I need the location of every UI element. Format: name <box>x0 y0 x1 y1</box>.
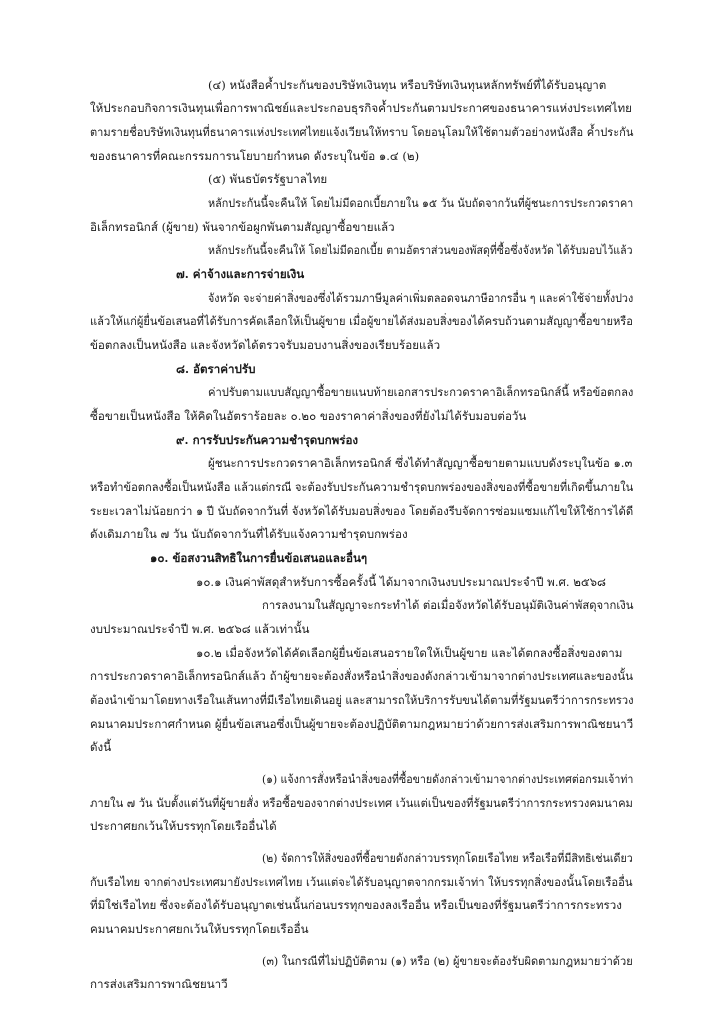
body-line: ข้อตกลงเป็นหนังสือ และจังหวัดได้ตรวจรับมอบงานสิ่งของเรียบร้อยแล้ว <box>90 338 441 352</box>
section-7-heading: ๗. ค่าจ้างและการจ่ายเงิน <box>176 267 305 281</box>
body-line: ต้องนำเข้ามาโดยทางเรือในเส้นทางที่มีเรือไทยเดินอยู่ และสามารถให้บริการรับขนได้ตามที่รัฐมนตรีว่าการกระทรวง <box>90 693 634 707</box>
body-line: การลงนามในสัญญาจะกระทำได้ ต่อเมื่อจังหวัดได้รับอนุมัติเงินค่าพัสดุจากเงิน <box>262 598 634 612</box>
sub-item-3: (๓) ในกรณีที่ไม่ปฏิบัติตาม (๑) หรือ (๒) ผู้ขายจะต้องรับผิดตามกฎหมายว่าด้วย <box>262 954 633 968</box>
clause-10-2: ๑๐.๒ เมื่อจังหวัดได้คัดเลือกผู้ยื่นข้อเสนอรายใดให้เป็นผู้ขาย และได้ตกลงซื้อสิ่งของตาม <box>196 646 623 660</box>
body-line: ผู้ชนะการประกวดราคาอิเล็กทรอนิกส์ ซึ่งได้ทำสัญญาซื้อขายตามแบบดังระบุในข้อ ๑.๓ <box>208 456 633 470</box>
body-line: ภายใน ๗ วัน นับตั้งแต่วันที่ผู้ขายสั่ง หรือซื้อของจากต่างประเทศ เว้นแต่เป็นของที่รัฐมนตรีว่าการกระทรวงคมนาคม <box>90 796 633 810</box>
sub-item-1: (๑) แจ้งการสั่งหรือนำสิ่งของที่ซื้อขายดังกล่าวเข้ามาจากต่างประเทศต่อกรมเจ้าท่า <box>262 772 634 786</box>
body-line: หลักประกันนี้จะคืนให้ โดยไม่มีดอกเบี้ยภายใน ๑๕ วัน นับถัดจากวันที่ผู้ชนะการประกวดราคา <box>208 196 634 210</box>
clause-4-guarantee-heading: (๔) หนังสือค้ำประกันของบริษัทเงินทุน หรือบริษัทเงินทุนหลักทรัพย์ที่ได้รับอนุญาต <box>208 78 607 92</box>
body-line: ประกาศยกเว้นให้บรรทุกโดยเรืออื่นได้ <box>90 819 277 833</box>
body-line: คมนาคมประกาศยกเว้นให้บรรทุกโดยเรืออื่น <box>90 922 309 936</box>
body-line: ระยะเวลาไม่น้อยกว่า ๑ ปี นับถัดจากวันที่ จังหวัดได้รับมอบสิ่งของ โดยต้องรีบจัดการซ่อมแซมแก้ไขให้ใช้การได้ดี <box>90 504 634 518</box>
body-line: ให้ประกอบกิจการเงินทุนเพื่อการพาณิชย์และประกอบธุรกิจค้ำประกันตามประกาศของธนาคารแห่งประเทศไทย <box>90 101 632 115</box>
body-line: คมนาคมประกาศกำหนด ผู้ยื่นข้อเสนอซึ่งเป็นผู้ขายจะต้องปฏิบัติตามกฎหมายว่าด้วยการส่งเสริมการพาณิชยนาวี <box>90 717 634 731</box>
body-line: ดังนี้ <box>90 740 112 754</box>
body-line: การประกวดราคาอิเล็กทรอนิกส์แล้ว ถ้าผู้ขายจะต้องสั่งหรือนำสิ่งของดังกล่าวเข้ามาจากต่างประเทศและของนั้น <box>90 669 634 683</box>
sub-item-2: (๒) จัดการให้สิ่งของที่ซื้อขายดังกล่าวบรรทุกโดยเรือไทย หรือเรือที่มีสิทธิเช่นเดียว <box>262 851 633 865</box>
body-line: การส่งเสริมการพาณิชยนาวี <box>90 977 228 991</box>
section-9-heading: ๙. การรับประกันความชำรุดบกพร่อง <box>176 433 359 447</box>
body-line: ตามรายชื่อบริษัทเงินทุนที่ธนาคารแห่งประเทศไทยแจ้งเวียนให้ทราบ โดยอนุโลมให้ใช้ตามตัวอย่างหนังสือ ค้ำประกัน <box>90 125 634 139</box>
body-line: กับเรือไทย จากต่างประเทศมายังประเทศไทย เว้นแต่จะได้รับอนุญาตจากกรมเจ้าท่า ให้บรรทุกสิ่งของนั้นโดยเรืออื่น <box>90 875 633 889</box>
body-line: จังหวัด จะจ่ายค่าสิ่งของซึ่งได้รวมภาษีมูลค่าเพิ่มตลอดจนภาษีอากรอื่น ๆ และค่าใช้จ่ายทั้งปวง <box>208 291 634 305</box>
body-line: ที่มิใช่เรือไทย ซึ่งจะต้องได้รับอนุญาตเช่นนั้นก่อนบรรทุกของลงเรืออื่น หรือเป็นของที่รัฐมนตรีว่าการกระทรวง <box>90 898 622 912</box>
body-line: ดังเดิมภายใน ๗ วัน นับถัดจากวันที่ได้รับแจ้งความชำรุดบกพร่อง <box>90 527 408 541</box>
body-line: ค่าปรับตามแบบสัญญาซื้อขายแนบท้ายเอกสารประกวดราคาอิเล็กทรอนิกส์นี้ หรือข้อตกลง <box>208 385 634 399</box>
body-line: ซื้อขายเป็นหนังสือ ให้คิดในอัตราร้อยละ ๐.๒๐ ของราคาค่าสิ่งของที่ยังไม่ได้รับมอบต่อวัน <box>90 409 527 423</box>
body-line: หลักประกันนี้จะคืนให้ โดยไม่มีดอกเบี้ย ตามอัตราส่วนของพัสดุที่ซื้อซึ่งจังหวัด ได้รับมอบไว้แล้ว <box>208 243 633 257</box>
body-line: ของธนาคารที่คณะกรรมการนโยบายกำหนด ดังระบุในข้อ ๑.๔ (๒) <box>90 149 420 163</box>
body-line: หรือทำข้อตกลงซื้อเป็นหนังสือ แล้วแต่กรณี จะต้องรับประกันความชำรุดบกพร่องของสิ่งของที่ซื้อขายที่เกิดขึ้นภายใน <box>90 480 634 494</box>
clause-10-1: ๑๐.๑ เงินค่าพัสดุสำหรับการซื้อครั้งนี้ ได้มาจากเงินงบประมาณประจำปี พ.ศ. ๒๕๖๘ <box>196 575 606 589</box>
body-line: อิเล็กทรอนิกส์ (ผู้ขาย) พ้นจากข้อผูกพันตามสัญญาซื้อขายแล้ว <box>90 220 395 234</box>
body-line: แล้วให้แก่ผู้ยื่นข้อเสนอที่ได้รับการคัดเลือกให้เป็นผู้ขาย เมื่อผู้ขายได้ส่งมอบสิ่งของได้ครบถ้วนตามสัญญาซื้อขายหรือ <box>90 314 633 328</box>
section-10-heading: ๑๐. ข้อสงวนสิทธิในการยื่นข้อเสนอและอื่นๆ <box>150 551 368 565</box>
clause-5-bond-heading: (๕) พันธบัตรรัฐบาลไทย <box>208 172 328 186</box>
section-8-heading: ๘. อัตราค่าปรับ <box>176 362 256 376</box>
body-line: งบประมาณประจำปี พ.ศ. ๒๕๖๘ แล้วเท่านั้น <box>90 622 310 636</box>
